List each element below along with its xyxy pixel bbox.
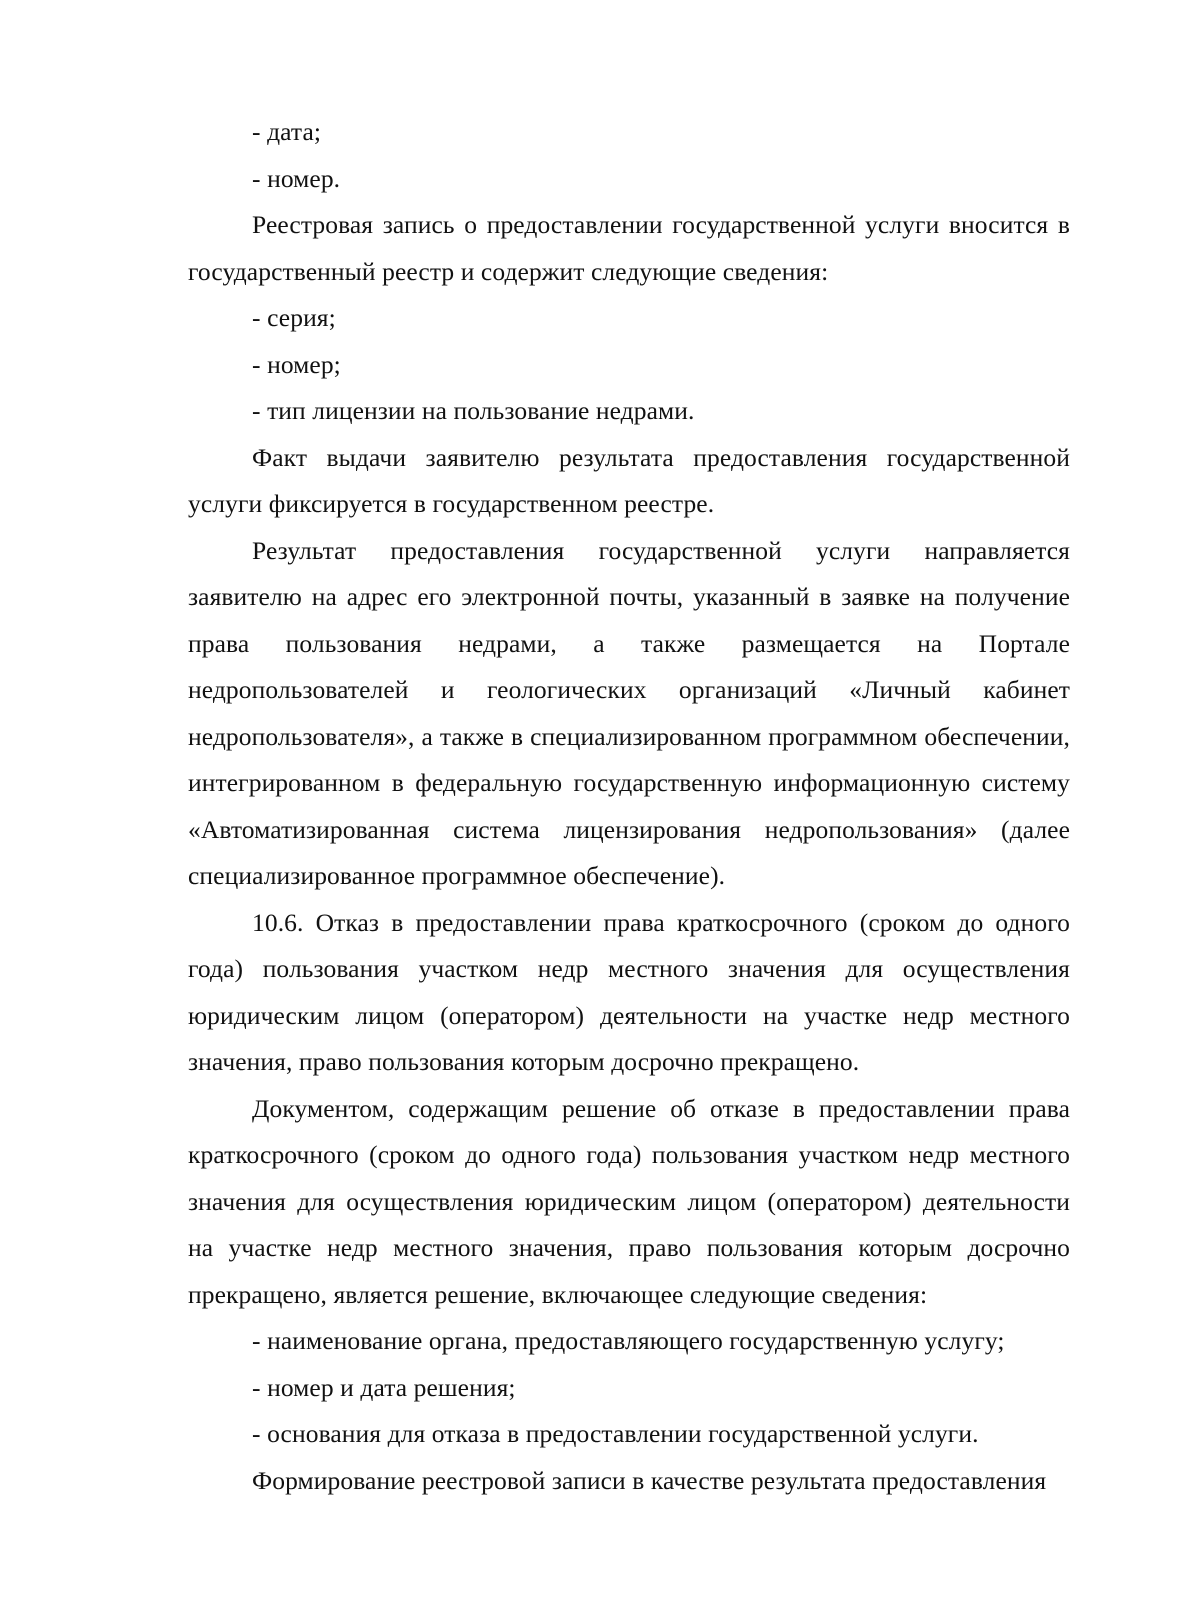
paragraph-refusal-document: Документом, содержащим решение об отказе в предоставлении права краткосрочного (сроком до одного года) пользования участком недр местного значения для осуществления юридическим лицом (оператором) деятельности на участке недр местного значения, право пользования которым досрочно прекращено, является решение, включающее следующие сведения:: [188, 1093, 1070, 1309]
list-item-authority-name: - наименование органа, предоставляющего государственную услугу;: [252, 1326, 1005, 1355]
document-body: [188, 109, 1070, 1504]
list-item-decision-number-date: - номер и дата решения;: [252, 1372, 516, 1402]
list-item-date: - дата;: [252, 117, 322, 146]
paragraph-section-10-6: 10.6. Отказ в предоставлении права краткосрочного (сроком до одного года) пользования участком недр местного значения для осуществления юридическим лицом (оператором) деятельности на участке недр местного значения, право пользования которым досрочно прекращено.: [188, 907, 1070, 1076]
list-item-series: - серия;: [252, 303, 336, 332]
paragraph-registry-entry: Реестровая запись о предоставлении государственной услуги вносится в государственный реестр и содержит следующие сведения:: [188, 210, 1070, 286]
list-item-number: - номер.: [252, 163, 341, 193]
paragraph-issue-fact: Факт выдачи заявителю результата предоставления государственной услуги фиксируется в государственном реестре.: [188, 442, 1070, 518]
list-item-number-2: - номер;: [252, 349, 341, 379]
list-item-license-type: - тип лицензии на пользование недрами.: [252, 396, 695, 425]
paragraph-result-delivery: Результат предоставления государственной услуги направляется заявителю на адрес его электронной почты, указанный в заявке на получение права пользования недрами, а также размещается на Портале недропользователей и геологических организаций «Личный кабинет недропользователя», а также в специализированном программном обеспечении, интегрированном в федеральную государственную информационную систему «Автоматизированная система лицензирования недропользования» (далее специализированное программное обеспечение).: [188, 535, 1070, 890]
list-item-refusal-grounds: - основания для отказа в предоставлении государственной услуги.: [252, 1419, 979, 1448]
paragraph-registry-formation: Формирование реестровой записи в качестве результата предоставления: [252, 1465, 1047, 1495]
